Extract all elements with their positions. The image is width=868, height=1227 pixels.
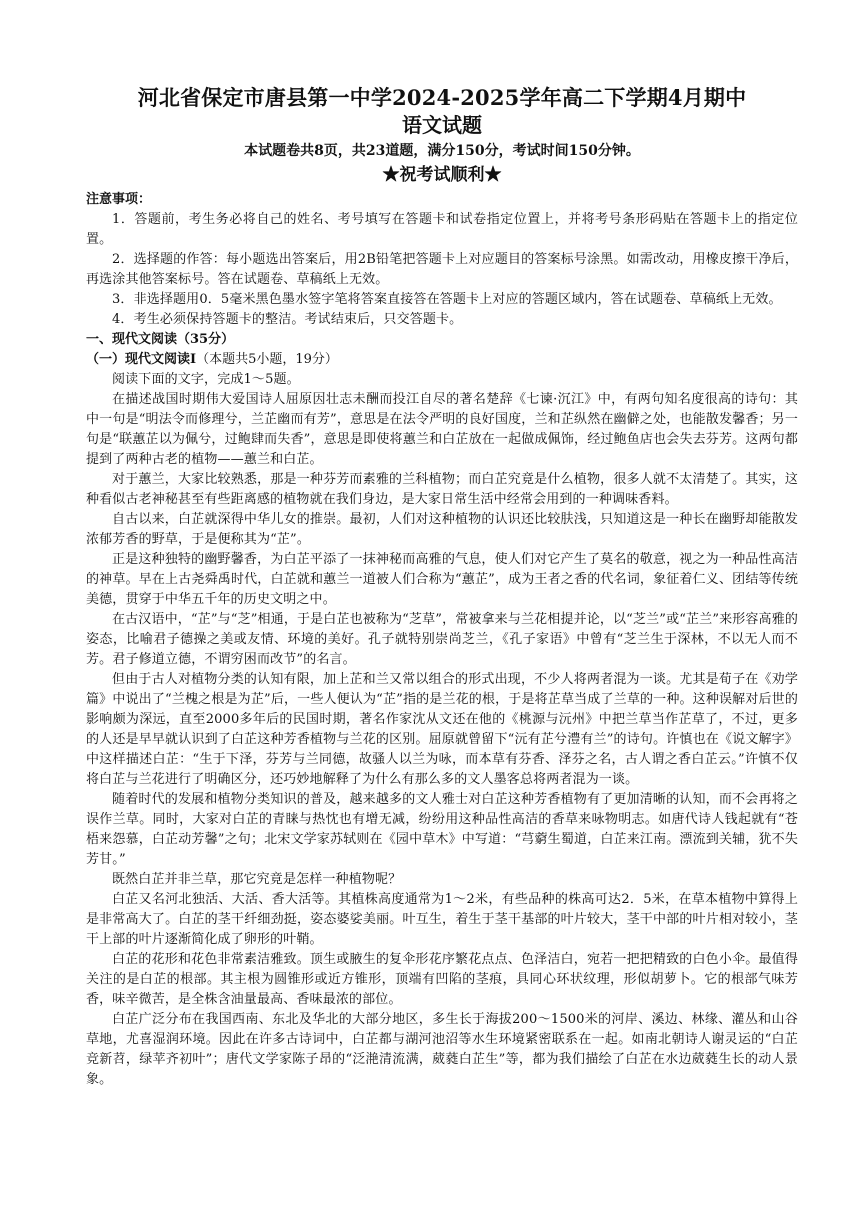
passage-paragraph: 白芷广泛分布在我国西南、东北及华北的大部分地区，多生长于海拔200～1500米的河岸、溪边、林缘、灌丛和山谷草地，尤喜湿润环境。因此在许多古诗词中，白芷都与湖河池沼等水生环境紧密联系在一起。如南北朝诗人谢灵运的“白芷竞新苕，绿苹齐初叶”；唐代文学家陈子昂的“泛滟清流满，葳蕤白芷生”等，都为我们描绘了白芷在水边葳蕤生长的动人景象。 [86,1012,798,1087]
exam-wish: ★祝考试顺利★ [382,165,502,185]
passage-paragraph: 既然白芷并非兰草，那它究竟是怎样一种植物呢？ [112,872,402,887]
passage-paragraph: 在描述战国时期伟大爱国诗人屈原因壮志未酬而投江自尽的著名楚辞《七谏·沉江》中，有两句知名度很高的诗句：其中一句是“明法令而修理兮，兰芷幽而有芳”，意思是在法令严明的良好国度，兰和芷纵然在幽僻之处，也能散发馨香；另一句是“联蕙芷以为佩兮，过鲍肆而失香”，意思是即使将蕙兰和白芷放在一起做成佩饰，经过鲍鱼店也会失去芬芳。这两句都提到了两种古老的植物——蕙兰和白芷。 [86,392,798,467]
notice-item: 4．考生必须保持答题卡的整洁。考试结束后，只交答题卡。 [112,312,463,327]
reading-instruction: 阅读下面的文字，完成1～5题。 [112,372,300,387]
passage-paragraph: 在古汉语中，“芷”与“芝”相通，于是白芷也被称为“芝草”，常被拿来与兰花相提并论，以“芝兰”或“芷兰”来形容高雅的姿态，比喻君子德操之美或友情、环境的美好。孔子就特别崇尚芝兰，《孔子家语》中曾有“芝兰生于深林，不以无人而不芳。君子修道立德，不谓穷困而改节”的名言。 [86,612,799,667]
passage-paragraph: 正是这种独特的幽野馨香，为白芷平添了一抹神秘而高雅的气息，使人们对它产生了莫名的敬意，视之为一种品性高洁的神草。早在上古尧舜禹时代，白芷就和蕙兰一道被人们合称为“蕙芷”，成为王者之香的代名词，象征着仁义、团结等传统美德，贯穿于中华五千年的历史文明之中。 [86,552,798,607]
subsection-title: （一）现代文阅读Ⅰ [86,352,197,367]
passage-paragraph: 自古以来，白芷就深得中华儿女的推崇。最初，人们对这种植物的认识还比较肤浅，只知道这是一种长在幽野却能散发浓郁芳香的野草，于是便称其为“芷”。 [86,512,798,547]
passage-paragraph: 白芷的花形和花色非常素洁雅致。顶生或腋生的复伞形花序繁花点点、色泽洁白，宛若一把把精致的白色小伞。最值得关注的是白芷的根部。其主根为圆锥形或近方锥形，顶端有凹陷的茎痕，具同心环状纹理，形似胡萝卜。它的根部气味芳香，味辛微苦，是全株含油量最高、香味最浓的部位。 [86,952,798,1007]
notice-item: 2．选择题的作答：每小题选出答案后，用2B铅笔把答题卡上对应题目的答案标号涂黑。如需改动，用橡皮擦干净后，再选涂其他答案标号。答在试题卷、草稿纸上无效。 [86,252,798,287]
notice-item: 1．答题前，考生务必将自己的姓名、考号填写在答题卡和试卷指定位置上，并将考号条形码贴在答题卡上的指定位置。 [86,212,798,247]
section-heading: 一、现代文阅读（35分） [86,332,235,347]
exam-info: 本试题卷共8页，共23道题，满分150分，考试时间150分钟。 [244,143,640,159]
subsection-note: （本题共5小题，19分） [196,352,338,367]
passage-paragraph: 随着时代的发展和植物分类知识的普及，越来越多的文人雅士对白芷这种芳香植物有了更加清晰的认知，而不会再将之误作兰草。同时，大家对白芷的青睐与热忱也有增无减，纷纷用这种品性高洁的香草来咏物明志。如唐代诗人钱起就有“苍梧来怨慕，白芷动芳馨”之句；北宋文学家苏轼则在《园中草木》中写道：“芎藭生蜀道，白芷来江南。漂流到关辅，犹不失芳甘。” [86,792,798,867]
passage-paragraph: 白芷又名河北独活、大活、香大活等。其植株高度通常为1～2米，有些品种的株高可达2．5米，在草本植物中算得上是非常高大了。白芷的茎干纤细劲挺，姿态婆娑美丽。叶互生，着生于茎干基部的叶片较大，茎干中部的叶片相对较小，茎干上部的叶片逐渐简化成了卵形的叶鞘。 [86,892,798,947]
passage-paragraph: 对于蕙兰，大家比较熟悉，那是一种芬芳而素雅的兰科植物；而白芷究竟是什么植物，很多人就不太清楚了。其实，这种看似古老神秘甚至有些距离感的植物就在我们身边，是大家日常生活中经常会用到的一种调味香料。 [86,472,798,507]
notice-item: 3．非选择题用0．5毫米黑色墨水签字笔将答案直接答在答题卡上对应的答题区域内，答在试题卷、草稿纸上无效。 [112,292,782,307]
notice-heading: 注意事项： [86,192,152,207]
exam-subject: 语文试题 [402,113,482,137]
exam-title: 河北省保定市唐县第一中学2024-2025学年高二下学期4月期中 [137,85,747,110]
subsection-heading [86,350,798,370]
passage-paragraph: 但由于古人对植物分类的认知有限，加上芷和兰又常以组合的形式出现，不少人将两者混为一谈。尤其是荀子在《劝学篇》中说出了“兰槐之根是为芷”后，一些人便认为“芷”指的是兰花的根，于是将芷草当成了兰草的一种。这种误解对后世的影响颇为深远，直至2000多年后的民国时期，著名作家沈从文还在他的《桃源与沅州》中把兰草当作芷草了，不过，更多的人还是早早就认识到了白芷这种芳香植物与兰花的区别。屈原就曾留下“沅有芷兮澧有兰”的诗句。许慎也在《说文解字》中这样描述白芷：“生于下泽，芬芳与兰同德，故骚人以兰为咏，而本草有芬香、泽芬之名，古人谓之香白芷云。”许慎不仅将白芷与兰花进行了明确区分，还巧妙地解释了为什么有那么多的文人墨客总将两者混为一谈。 [86,672,798,787]
